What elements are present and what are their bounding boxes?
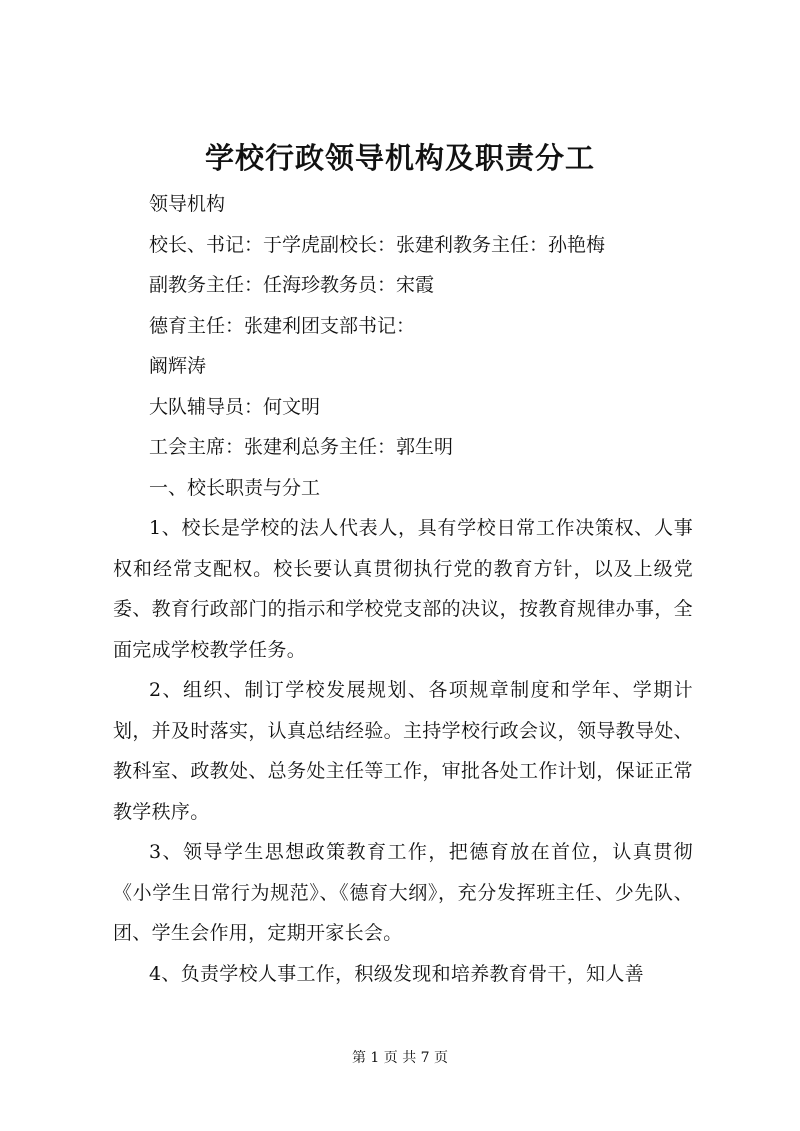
paragraph-4: 4、负责学校人事工作，积级发现和培养教育骨干，知人善	[149, 962, 644, 985]
section-heading: 一、校长职责与分工	[149, 476, 321, 499]
paragraph-1: 1、校长是学校的法人代表人，具有学校日常工作决策权、人事权和经常支配权。校长要认真贯彻执行党的教育方针，以及上级党委、教育行政部门的指示和学校党支部的决议，按教育规律办事，全面完成学校教学任务。	[113, 517, 693, 661]
text-line-principal: 校长、书记：于学虎副校长：张建利教务主任：孙艳梅	[149, 233, 606, 256]
paragraph-3: 3、领导学生思想政策教育工作，把德育放在首位，认真贯彻《小学生日常行为规范》、《德育大纲》，充分发挥班主任、少先队、团、学生会作用，定期开家长会。	[113, 841, 693, 944]
paragraph-2: 2、组织、制订学校发展规划、各项规章制度和学年、学期计划，并及时落实，认真总结经验。主持学校行政会议，领导教导处、教科室、政教处、总务处主任等工作，审批各处工作计划，保证正常教学秩序。	[113, 679, 693, 823]
document-body	[113, 184, 693, 994]
text-line-name: 阚辉涛	[149, 355, 207, 377]
text-line-deputy-academic: 副教务主任：任海珍教务员：宋霞	[149, 274, 435, 296]
text-line-brigade-counselor: 大队辅导员：何文明	[149, 395, 321, 418]
document-title: 学校行政领导机构及职责分工	[204, 141, 595, 175]
text-line-union-chair: 工会主席：张建利总务主任：郭生明	[149, 436, 454, 458]
text-line-leadership: 领导机构	[149, 193, 226, 215]
text-line-moral-director: 德育主任：张建利团支部书记：	[149, 314, 416, 337]
page-footer: 第 1 页 共 7 页	[351, 1050, 449, 1066]
